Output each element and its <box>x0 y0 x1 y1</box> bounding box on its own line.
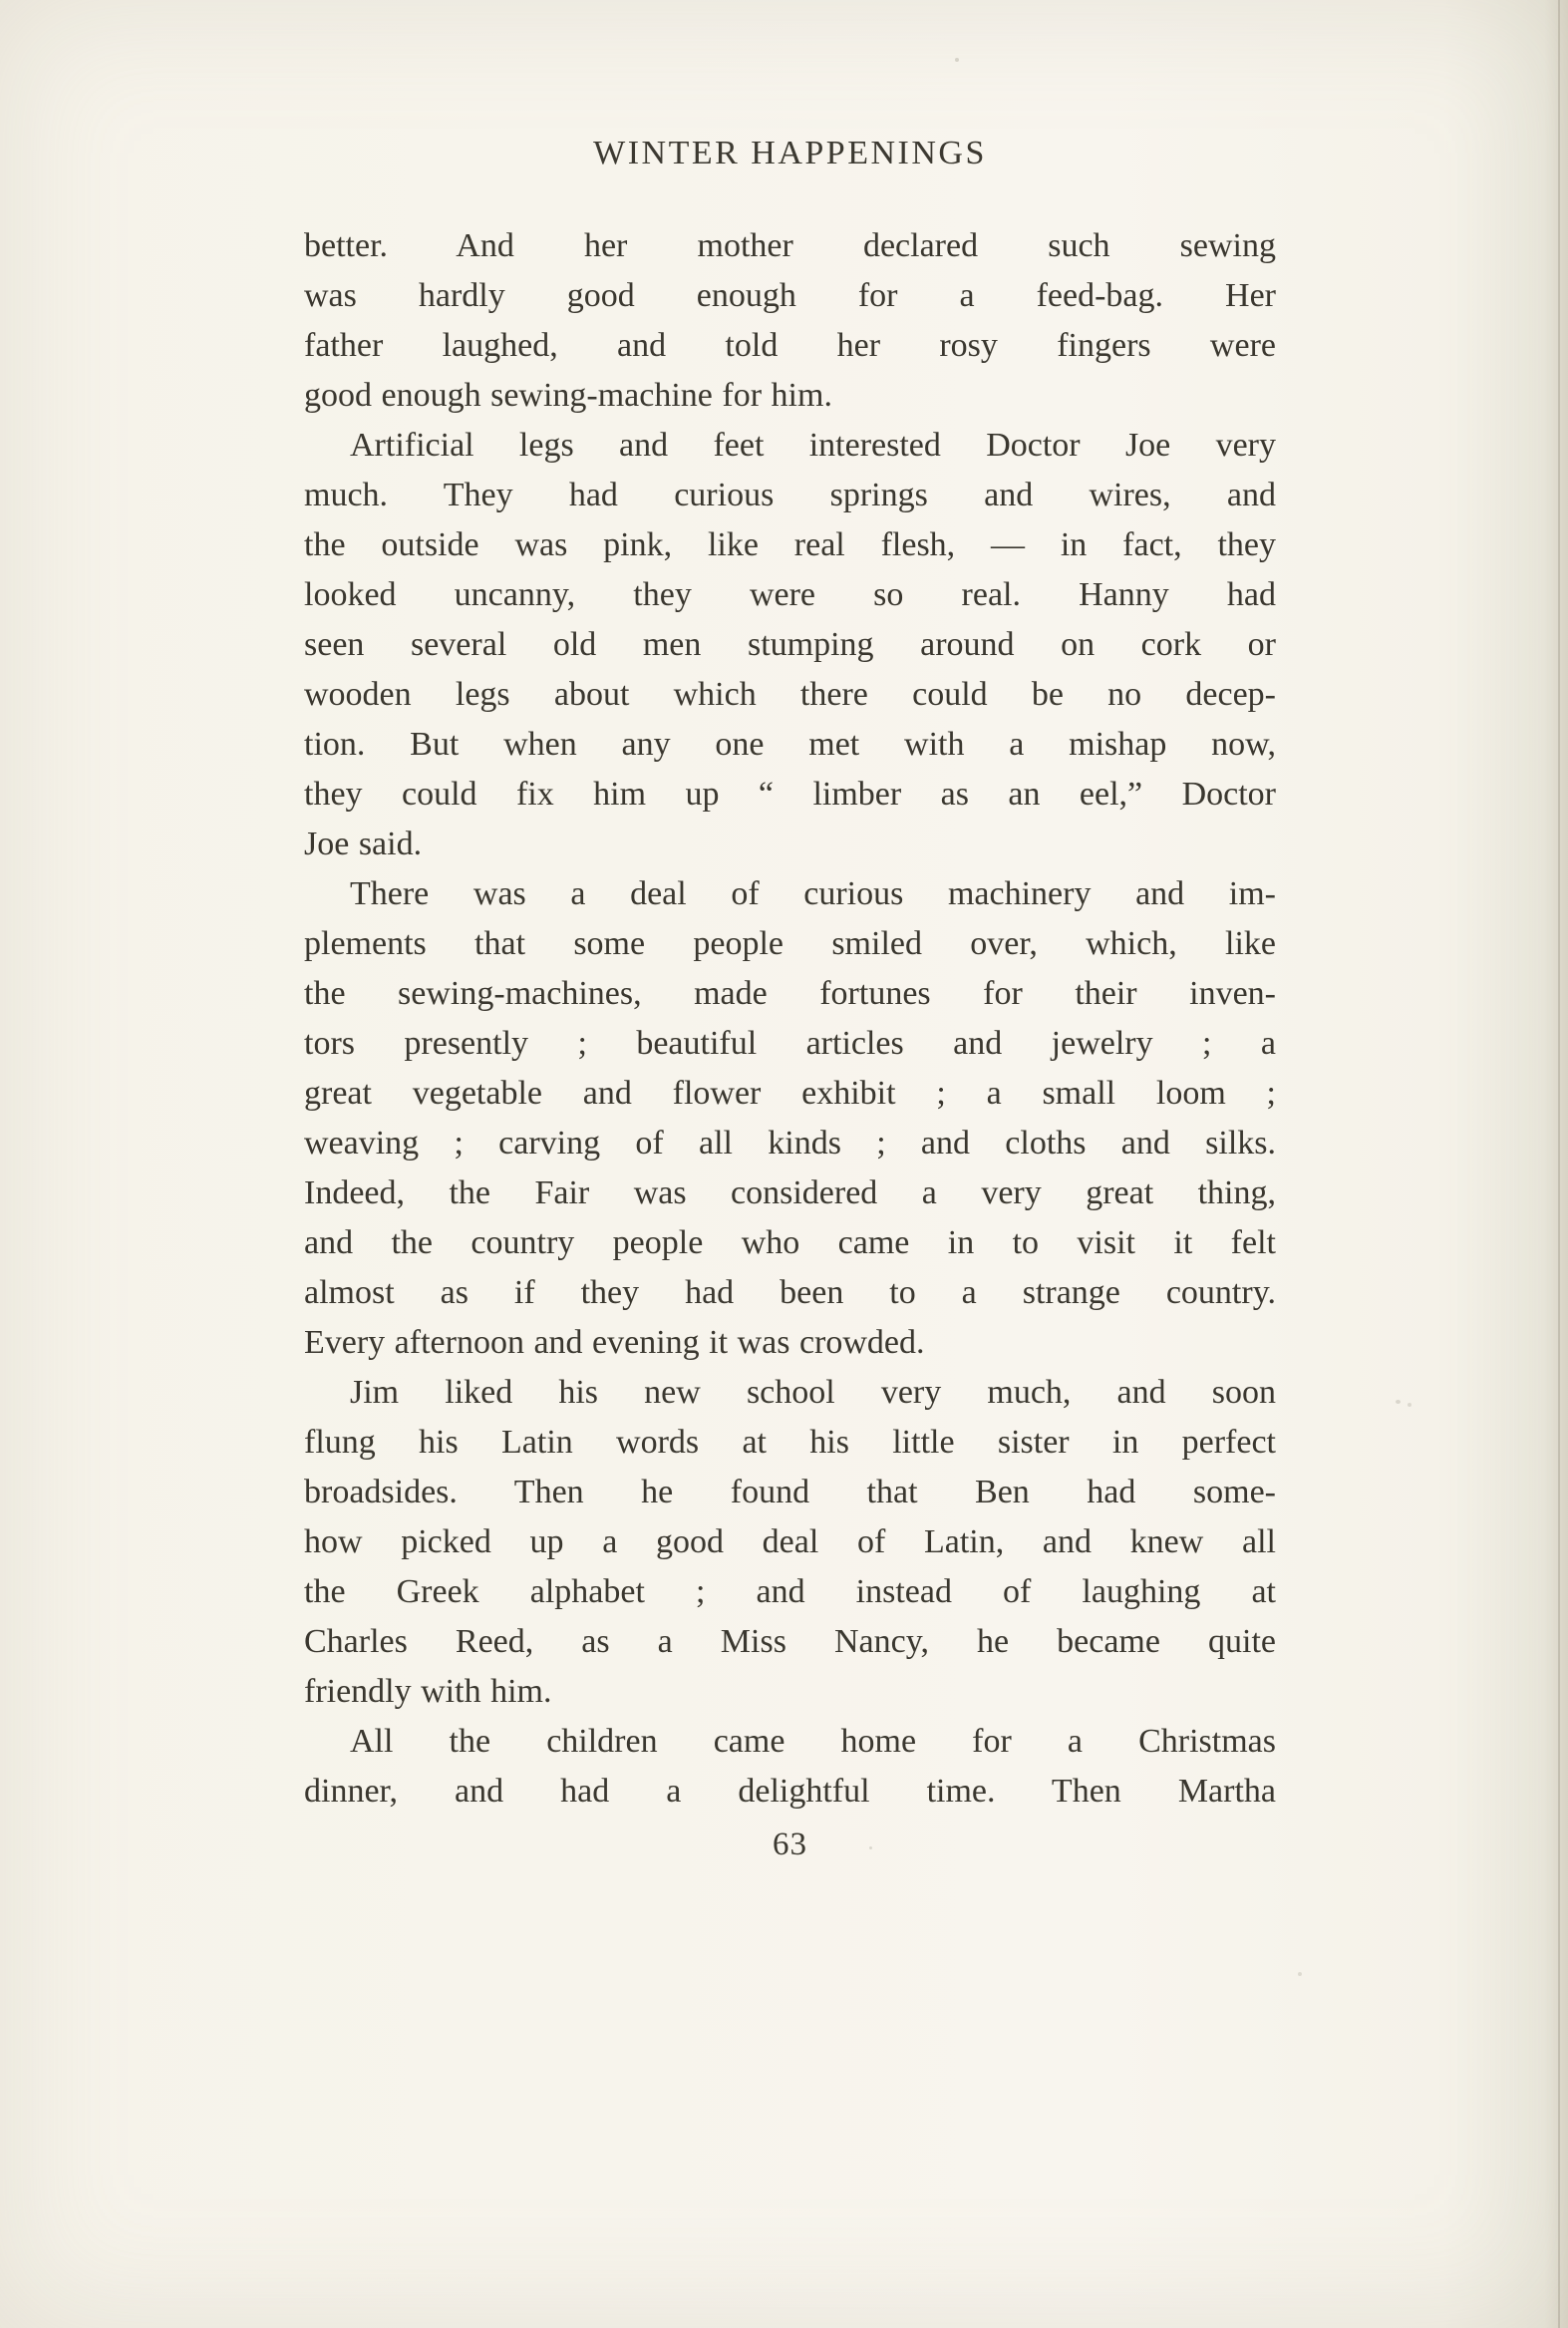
paragraph <box>304 421 1276 869</box>
scan-speck <box>869 1846 872 1849</box>
text-line: good enough sewing-machine for him. <box>304 377 832 414</box>
text-line: almost as if they had been to a strange country. <box>304 1274 1276 1311</box>
text-line: Charles Reed, as a Miss Nancy, he became quite <box>304 1623 1276 1660</box>
text-line: was hardly good enough for a feed-bag. Her <box>304 277 1276 314</box>
text-line: tion. But when any one met with a mishap now, <box>304 726 1276 763</box>
page-number: 63 <box>773 1827 807 1862</box>
text-line: Artificial legs and feet interested Doctor Joe very <box>350 427 1276 464</box>
page-body <box>304 221 1276 1817</box>
text-line: There was a deal of curious machinery and im- <box>350 875 1276 912</box>
text-line: tors presently ; beautiful articles and jewelry ; a <box>304 1025 1276 1062</box>
text-line: and the country people who came in to visit it felt <box>304 1224 1276 1261</box>
text-line: plements that some people smiled over, which, like <box>304 925 1276 962</box>
text-line: better. And her mother declared such sewing <box>304 227 1276 264</box>
text-line: much. They had curious springs and wires, and <box>304 477 1276 513</box>
scan-speck <box>1396 1400 1401 1404</box>
text-line: All the children came home for a Christmas <box>350 1723 1276 1760</box>
text-line: seen several old men stumping around on cork or <box>304 626 1276 663</box>
text-line: Jim liked his new school very much, and soon <box>350 1374 1276 1411</box>
scan-speck <box>1298 1972 1302 1976</box>
text-line: Every afternoon and evening it was crowded. <box>304 1324 925 1361</box>
text-line: broadsides. Then he found that Ben had some- <box>304 1474 1276 1510</box>
text-line: the Greek alphabet ; and instead of laughing at <box>304 1573 1276 1610</box>
paragraph <box>304 1717 1276 1817</box>
paragraph <box>304 869 1276 1368</box>
text-line: flung his Latin words at his little sister in perfect <box>304 1424 1276 1461</box>
text-line: wooden legs about which there could be no decep- <box>304 676 1276 713</box>
text-line: the sewing-machines, made fortunes for their inven- <box>304 975 1276 1012</box>
text-line: friendly with him. <box>304 1673 552 1710</box>
text-line: how picked up a good deal of Latin, and knew all <box>304 1523 1276 1560</box>
page-header-title: WINTER HAPPENINGS <box>593 135 987 171</box>
scan-speck <box>1408 1403 1411 1407</box>
text-line: Joe said. <box>304 826 423 862</box>
text-line: great vegetable and flower exhibit ; a small loom ; <box>304 1075 1276 1112</box>
paragraph <box>304 1368 1276 1717</box>
text-line: father laughed, and told her rosy fingers were <box>304 327 1276 364</box>
text-line: looked uncanny, they were so real. Hanny had <box>304 576 1276 613</box>
text-line: weaving ; carving of all kinds ; and cloths and silks. <box>304 1125 1276 1162</box>
text-line: the outside was pink, like real flesh, — in fact, they <box>304 526 1276 563</box>
text-line: dinner, and had a delightful time. Then Martha <box>304 1773 1276 1810</box>
scan-speck <box>955 58 959 62</box>
paragraph <box>304 221 1276 421</box>
text-line: Indeed, the Fair was considered a very great thing, <box>304 1174 1276 1211</box>
text-line: they could fix him up “ limber as an eel,” Doctor <box>304 776 1276 813</box>
